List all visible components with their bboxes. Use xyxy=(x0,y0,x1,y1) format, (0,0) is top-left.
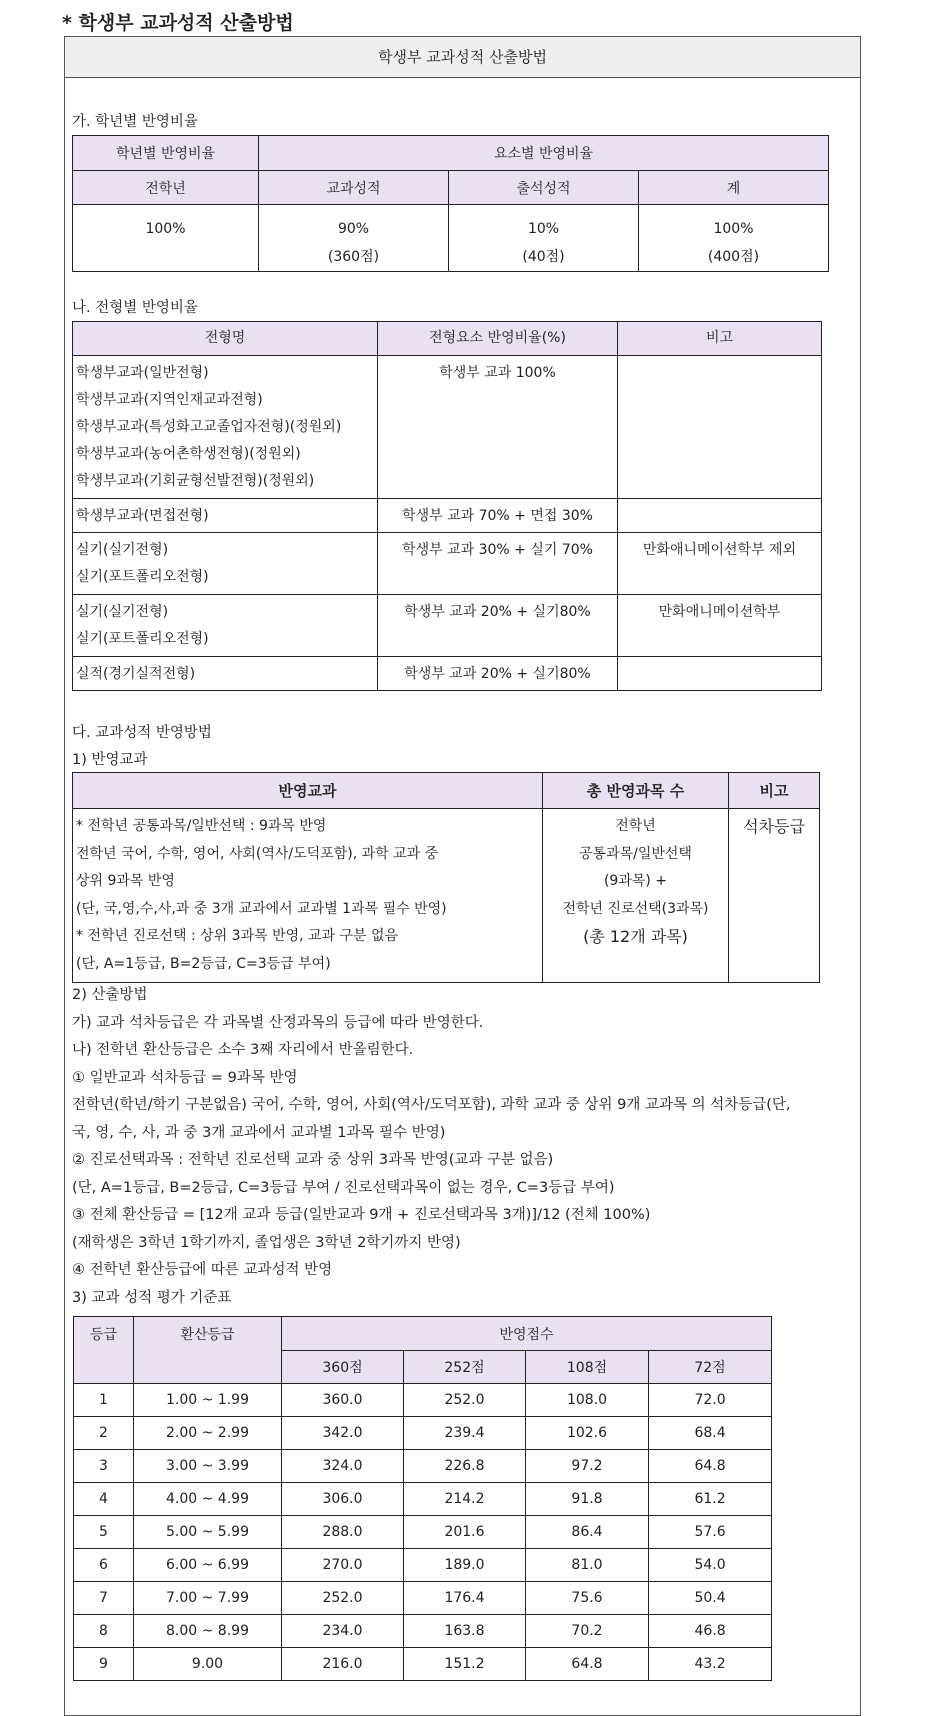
header-reflected-score: 반영점수 xyxy=(282,1317,772,1351)
cell-grade: 4 xyxy=(74,1483,134,1516)
cell-score-72: 50.4 xyxy=(649,1582,772,1615)
admission-name-row2: 학생부교과(면접전형) xyxy=(73,499,378,533)
table-row xyxy=(74,1450,772,1483)
header-score-252: 252점 xyxy=(404,1351,526,1384)
cell-score-252: 252.0 xyxy=(404,1384,526,1417)
header-attendance-score: 출석성적 xyxy=(449,171,639,205)
grade-score-table xyxy=(73,1316,772,1681)
admission-ratio-row4: 학생부 교과 20% + 실기80% xyxy=(378,595,618,657)
grade-ratio-table xyxy=(72,135,829,272)
cell-score-108: 81.0 xyxy=(526,1549,649,1582)
cell-grade: 7 xyxy=(74,1582,134,1615)
admission-ratio-row3: 학생부 교과 30% + 실기 70% xyxy=(378,533,618,595)
cell-score-72: 68.4 xyxy=(649,1417,772,1450)
cell-score-108: 108.0 xyxy=(526,1384,649,1417)
table-row xyxy=(74,1648,772,1681)
cell-score-360: 360.0 xyxy=(282,1384,404,1417)
cell-score-252: 239.4 xyxy=(404,1417,526,1450)
cell-score-108: 86.4 xyxy=(526,1516,649,1549)
admission-note-row2 xyxy=(618,499,822,533)
cell-score-108: 70.2 xyxy=(526,1615,649,1648)
cell-score-108: 91.8 xyxy=(526,1483,649,1516)
cell-converted-grade: 4.00 ~ 4.99 xyxy=(134,1483,282,1516)
header-converted-grade: 환산등급 xyxy=(134,1317,282,1384)
subject-note: 석차등급 xyxy=(729,809,820,983)
header-note: 비고 xyxy=(618,322,822,356)
cell-score-108: 102.6 xyxy=(526,1417,649,1450)
cell-score-72: 64.8 xyxy=(649,1450,772,1483)
cell-converted-grade: 3.00 ~ 3.99 xyxy=(134,1450,282,1483)
table-row xyxy=(74,1615,772,1648)
calculation-method: 2) 산출방법 가) 교과 석차등급은 각 과목별 산정과목의 등급에 따라 반영한다. 나) 전학년 환산등급은 소수 3째 자리에서 반올림한다. ① 일반교과 석차등급 = 9과목 반영 전학년(학년/학기 구분없음) 국어, 수학, 영어, 사회(역사/도덕포함), 과학 교과 중 상위 9개 교과목 의 석차등급(단, 국, 영, 수, 사, 과 중 3개 교과에서 교과별 1과목 필수 반영) ② 진로선택과목 : 전학년 진로선택 교과 중 상위 3과목 반영(교과 구분 없음) (단, A=1등급, B=2등급, C=3등급 부여 / 진로선택과목이 없는 경우, C=3등급 부여) ③ 전체 환산등급 = [12개 교과 등급(일반교과 9개 + 진로선택과목 3개)]/12 (전체 100%) (재학생은 3학년 1학기까지, 졸업생은 3학년 2학기까지 반영) ④ 전학년 환산등급에 따른 교과성적 반영 3) 교과 성적 평가 기준표 xyxy=(72,987,791,1306)
admission-type-table xyxy=(72,321,822,691)
cell-score-72: 54.0 xyxy=(649,1549,772,1582)
table-row xyxy=(74,1516,772,1549)
section-b-label: 나. 전형별 반영비율 xyxy=(72,300,198,316)
header-admission-name: 전형명 xyxy=(73,322,378,356)
cell-converted-grade: 8.00 ~ 8.99 xyxy=(134,1615,282,1648)
cell-score-360: 216.0 xyxy=(282,1648,404,1681)
cell-score-252: 176.4 xyxy=(404,1582,526,1615)
cell-score-72: 57.6 xyxy=(649,1516,772,1549)
table-row xyxy=(74,1417,772,1450)
cell-score-360: 288.0 xyxy=(282,1516,404,1549)
header-score-72: 72점 xyxy=(649,1351,772,1384)
cell-score-72: 46.8 xyxy=(649,1615,772,1648)
admission-note-row3: 만화애니메이션학부 제외 xyxy=(618,533,822,595)
admission-name-row5: 실적(경기실적전형) xyxy=(73,657,378,691)
admission-note-row5 xyxy=(618,657,822,691)
cell-score-252: 226.8 xyxy=(404,1450,526,1483)
admission-names-row1: 학생부교과(일반전형) 학생부교과(지역인재교과전형) 학생부교과(특성화고교졸업자전형)(정원외) 학생부교과(농어촌학생전형)(정원외) 학생부교과(기회균형선발전형)(정원외) xyxy=(73,356,378,499)
cell-converted-grade: 6.00 ~ 6.99 xyxy=(134,1549,282,1582)
header-subject-count: 총 반영과목 수 xyxy=(543,773,729,809)
header-score-360: 360점 xyxy=(282,1351,404,1384)
cell-score-360: 252.0 xyxy=(282,1582,404,1615)
box-header: 학생부 교과성적 산출방법 xyxy=(65,37,860,78)
cell-converted-grade: 9.00 xyxy=(134,1648,282,1681)
cell-converted-grade: 7.00 ~ 7.99 xyxy=(134,1582,282,1615)
section-c-sub1: 1) 반영교과 xyxy=(72,752,148,768)
cell-score-108: 64.8 xyxy=(526,1648,649,1681)
header-admission-ratio: 전형요소 반영비율(%) xyxy=(378,322,618,356)
cell-score-360: 306.0 xyxy=(282,1483,404,1516)
value-total: 100% (400점) xyxy=(639,205,829,272)
table-row xyxy=(74,1483,772,1516)
admission-ratio-row1: 학생부 교과 100% xyxy=(378,356,618,499)
cell-converted-grade: 1.00 ~ 1.99 xyxy=(134,1384,282,1417)
admission-ratio-row5: 학생부 교과 20% + 실기80% xyxy=(378,657,618,691)
cell-score-252: 201.6 xyxy=(404,1516,526,1549)
table-row xyxy=(74,1582,772,1615)
cell-score-252: 189.0 xyxy=(404,1549,526,1582)
header-note-c: 비고 xyxy=(729,773,820,809)
section-a-label: 가. 학년별 반영비율 xyxy=(72,114,198,130)
header-element-ratio: 요소별 반영비율 xyxy=(259,136,829,171)
cell-score-360: 234.0 xyxy=(282,1615,404,1648)
cell-grade: 9 xyxy=(74,1648,134,1681)
table-row xyxy=(74,1549,772,1582)
cell-score-108: 97.2 xyxy=(526,1450,649,1483)
cell-converted-grade: 2.00 ~ 2.99 xyxy=(134,1417,282,1450)
header-score-108: 108점 xyxy=(526,1351,649,1384)
header-total: 계 xyxy=(639,171,829,205)
cell-score-72: 43.2 xyxy=(649,1648,772,1681)
cell-grade: 1 xyxy=(74,1384,134,1417)
value-subject: 90% (360점) xyxy=(259,205,449,272)
header-all-years: 전학년 xyxy=(73,171,259,205)
cell-score-360: 270.0 xyxy=(282,1549,404,1582)
cell-grade: 6 xyxy=(74,1549,134,1582)
cell-score-252: 151.2 xyxy=(404,1648,526,1681)
header-subject-score: 교과성적 xyxy=(259,171,449,205)
cell-converted-grade: 5.00 ~ 5.99 xyxy=(134,1516,282,1549)
page-title: * 학생부 교과성적 산출방법 xyxy=(62,12,294,34)
cell-score-252: 214.2 xyxy=(404,1483,526,1516)
admission-note-row4: 만화애니메이션학부 xyxy=(618,595,822,657)
admission-note-row1 xyxy=(618,356,822,499)
header-subjects: 반영교과 xyxy=(73,773,543,809)
cell-grade: 3 xyxy=(74,1450,134,1483)
cell-score-72: 61.2 xyxy=(649,1483,772,1516)
subject-count: 전학년 공통과목/일반선택 (9과목) + 전학년 진로선택(3과목) (총 12개 과목) xyxy=(543,809,729,983)
subject-description: * 전학년 공통과목/일반선택 : 9과목 반영 전학년 국어, 수학, 영어, 사회(역사/도덕포함), 과학 교과 중 상위 9과목 반영 (단, 국,영,수,사,과 중 3개 교과에서 교과별 1과목 필수 반영) * 전학년 진로선택 : 상위 3과목 반영, 교과 구분 없음 (단, A=1등급, B=2등급, C=3등급 부여) xyxy=(73,809,543,983)
cell-score-72: 72.0 xyxy=(649,1384,772,1417)
header-grade: 등급 xyxy=(74,1317,134,1384)
admission-names-row4: 실기(실기전형) 실기(포트폴리오전형) xyxy=(73,595,378,657)
cell-score-360: 342.0 xyxy=(282,1417,404,1450)
admission-names-row3: 실기(실기전형) 실기(포트폴리오전형) xyxy=(73,533,378,595)
value-attendance: 10% (40점) xyxy=(449,205,639,272)
header-grade-ratio: 학년별 반영비율 xyxy=(73,136,259,171)
cell-grade: 2 xyxy=(74,1417,134,1450)
table-row xyxy=(74,1384,772,1417)
admission-ratio-row2: 학생부 교과 70% + 면접 30% xyxy=(378,499,618,533)
cell-score-252: 163.8 xyxy=(404,1615,526,1648)
cell-score-360: 324.0 xyxy=(282,1450,404,1483)
section-c-label: 다. 교과성적 반영방법 xyxy=(72,725,212,741)
cell-grade: 8 xyxy=(74,1615,134,1648)
cell-score-108: 75.6 xyxy=(526,1582,649,1615)
value-all-years: 100% xyxy=(73,205,259,272)
subject-table xyxy=(72,772,820,983)
cell-grade: 5 xyxy=(74,1516,134,1549)
